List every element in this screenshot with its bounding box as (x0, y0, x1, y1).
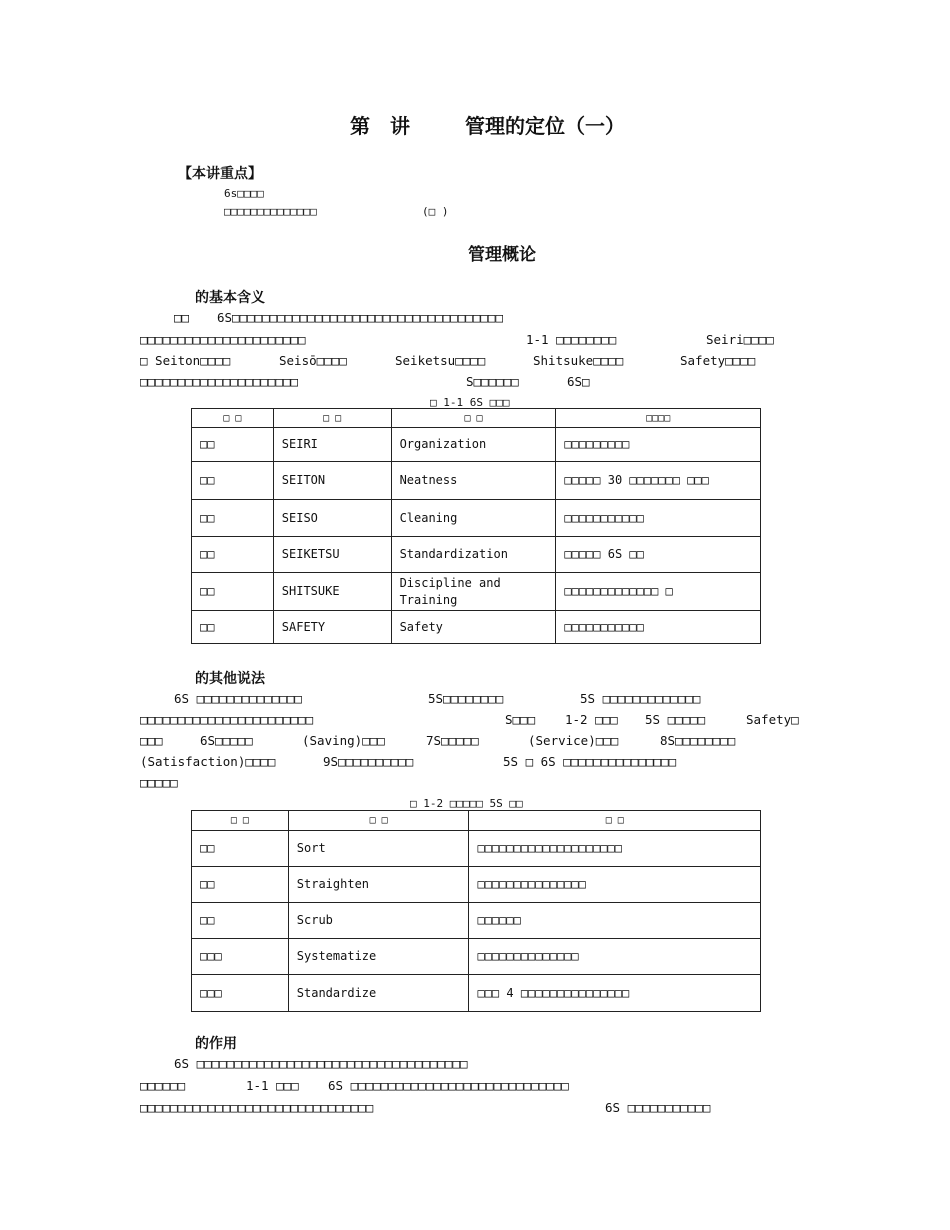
s2-line-2b: S□□□ (505, 712, 536, 727)
table-row (192, 831, 761, 867)
table-cell: □□ (192, 500, 274, 537)
table-cell: □□□□□□□□□□□□□□□ (469, 867, 761, 903)
table-cell: Neatness (391, 462, 556, 500)
table-cell: □□ (192, 462, 274, 500)
table-row (192, 428, 761, 462)
s2-line-2e: Safety□ (746, 712, 799, 727)
s2-line-3d: 7S□□□□□ (426, 733, 479, 748)
table-5s-alternatives (191, 810, 761, 1012)
table-cell: Cleaning (391, 500, 556, 537)
table1-caption: □ 1-1 6S □□□ (430, 396, 510, 409)
s2-line-2c: 1-2 □□□ (565, 712, 618, 727)
s2-line-3e: (Service)□□□ (528, 733, 619, 748)
table1-header-cell: □□□□ (556, 409, 761, 428)
key-point-2-note: (□ ) (422, 205, 449, 218)
table-cell: □□□□□□□□□ (556, 428, 761, 462)
table-cell: □□□□□ 30 □□□□□□□ □□□ (556, 462, 761, 500)
table-cell: □□ (192, 831, 289, 867)
table-cell: □□□□□ 6S □□ (556, 537, 761, 573)
s2-line-4b: 9S□□□□□□□□□□ (323, 754, 414, 769)
table-cell: Organization (391, 428, 556, 462)
chapter-label: 第 讲 (350, 114, 410, 138)
section-title: 管理概论 (468, 245, 536, 265)
table-cell: SEIKETSU (273, 537, 391, 573)
s1-line-3a: □ Seiton□□□□ (140, 353, 231, 368)
s2-line-2d: 5S □□□□□ (645, 712, 706, 727)
s2-line-1a: 6S □□□□□□□□□□□□□□ (174, 691, 302, 706)
s2-line-3f: 8S□□□□□□□□ (660, 733, 736, 748)
s1-line-1a: □□ (174, 310, 190, 325)
table-cell: □□ (192, 537, 274, 573)
table2-header-cell: □ □ (288, 811, 469, 831)
table-cell: □□□□□□□□□□□□□ □ (556, 573, 761, 611)
s2-line-4a: (Satisfaction)□□□□ (140, 754, 276, 769)
s3-line-3a: □□□□□□□□□□□□□□□□□□□□□□□□□□□□□□□ (140, 1100, 374, 1115)
table1-header-cell: □ □ (273, 409, 391, 428)
table-cell: Standardize (288, 975, 469, 1012)
s1-line-2a: □□□□□□□□□□□□□□□□□□□□□□ (140, 332, 306, 347)
table2-header-cell: □ □ (469, 811, 761, 831)
table-cell: □□□□□□□□□□□ (556, 611, 761, 644)
table1-header-row (192, 409, 761, 428)
s3-line-2c: 6S □□□□□□□□□□□□□□□□□□□□□□□□□□□□□ (328, 1078, 569, 1093)
table-cell: Straighten (288, 867, 469, 903)
table1-header-cell: □ □ (192, 409, 274, 428)
table2-caption: □ 1-2 □□□□□ 5S □□ (410, 797, 523, 810)
table-cell: □□ (192, 903, 289, 939)
table-row (192, 462, 761, 500)
s1-line-3e: Safety□□□□ (680, 353, 756, 368)
table-cell: □□ (192, 573, 274, 611)
s2-heading: 的其他说法 (195, 671, 265, 687)
table-cell: □□ (192, 428, 274, 462)
s1-line-4b: S□□□□□□ (466, 374, 519, 389)
key-point-2: □□□□□□□□□□□□□□ (224, 205, 317, 218)
s1-line-1b: 6S□□□□□□□□□□□□□□□□□□□□□□□□□□□□□□□□□□□□ (217, 310, 503, 325)
table2-header-cell: □ □ (192, 811, 289, 831)
table-cell: Safety (391, 611, 556, 644)
table-row (192, 537, 761, 573)
table-cell: □□□ (192, 939, 289, 975)
table-cell: SEISO (273, 500, 391, 537)
table-cell: □□□ (192, 975, 289, 1012)
table-cell: □□□□□□ (469, 903, 761, 939)
table-cell: Standardization (391, 537, 556, 573)
table-row (192, 500, 761, 537)
table-row (192, 573, 761, 611)
s3-line-1a: 6S □□□□□□□□□□□□□□□□□□□□□□□□□□□□□□□□□□□□ (174, 1056, 468, 1071)
table-cell: □□□ 4 □□□□□□□□□□□□□□□ (469, 975, 761, 1012)
table-row (192, 867, 761, 903)
table-cell: □□□□□□□□□□□ (556, 500, 761, 537)
table-cell: Discipline and Training (391, 573, 556, 611)
table-cell: SEIRI (273, 428, 391, 462)
s2-line-1c: 5S □□□□□□□□□□□□□ (580, 691, 701, 706)
s1-line-2c: Seiri□□□□ (706, 332, 774, 347)
key-points-heading: 【本讲重点】 (178, 166, 262, 182)
table-cell: □□□□□□□□□□□□□□ (469, 939, 761, 975)
s2-line-3a: □□□ (140, 733, 163, 748)
s3-line-3b: 6S □□□□□□□□□□□ (605, 1100, 711, 1115)
key-point-1: 6s□□□□ (224, 187, 264, 200)
table-cell: SHITSUKE (273, 573, 391, 611)
s2-line-3c: (Saving)□□□ (302, 733, 385, 748)
page-title: 管理的定位（一） (465, 114, 625, 138)
s2-line-5a: □□□□□ (140, 775, 178, 790)
s3-heading: 的作用 (195, 1036, 237, 1052)
table-cell: □□□□□□□□□□□□□□□□□□□□ (469, 831, 761, 867)
s3-line-2a: □□□□□□ (140, 1078, 186, 1093)
table-cell: Systematize (288, 939, 469, 975)
s2-line-4c: 5S □ 6S □□□□□□□□□□□□□□□ (503, 754, 677, 769)
table-cell: SEITON (273, 462, 391, 500)
table2-header-row (192, 811, 761, 831)
table-cell: □□ (192, 867, 289, 903)
s1-line-3d: Shitsuke□□□□ (533, 353, 624, 368)
s3-line-2b: 1-1 □□□ (246, 1078, 299, 1093)
table-cell: SAFETY (273, 611, 391, 644)
table1-header-cell: □ □ (391, 409, 556, 428)
table-cell: □□ (192, 611, 274, 644)
table-cell: Sort (288, 831, 469, 867)
s1-line-3b: Seisō□□□□ (279, 353, 347, 368)
s1-line-2b: 1-1 □□□□□□□□ (526, 332, 617, 347)
s1-heading: 的基本含义 (195, 290, 265, 306)
table-row (192, 939, 761, 975)
s1-line-4a: □□□□□□□□□□□□□□□□□□□□□ (140, 374, 299, 389)
s2-line-1b: 5S□□□□□□□□ (428, 691, 504, 706)
table-cell: Scrub (288, 903, 469, 939)
table-row (192, 975, 761, 1012)
s1-line-4c: 6S□ (567, 374, 590, 389)
s2-line-2a: □□□□□□□□□□□□□□□□□□□□□□□ (140, 712, 314, 727)
table-6s-definitions (191, 408, 761, 644)
s1-line-3c: Seiketsu□□□□ (395, 353, 486, 368)
s2-line-3b: 6S□□□□□ (200, 733, 253, 748)
table-row (192, 611, 761, 644)
table-row (192, 903, 761, 939)
